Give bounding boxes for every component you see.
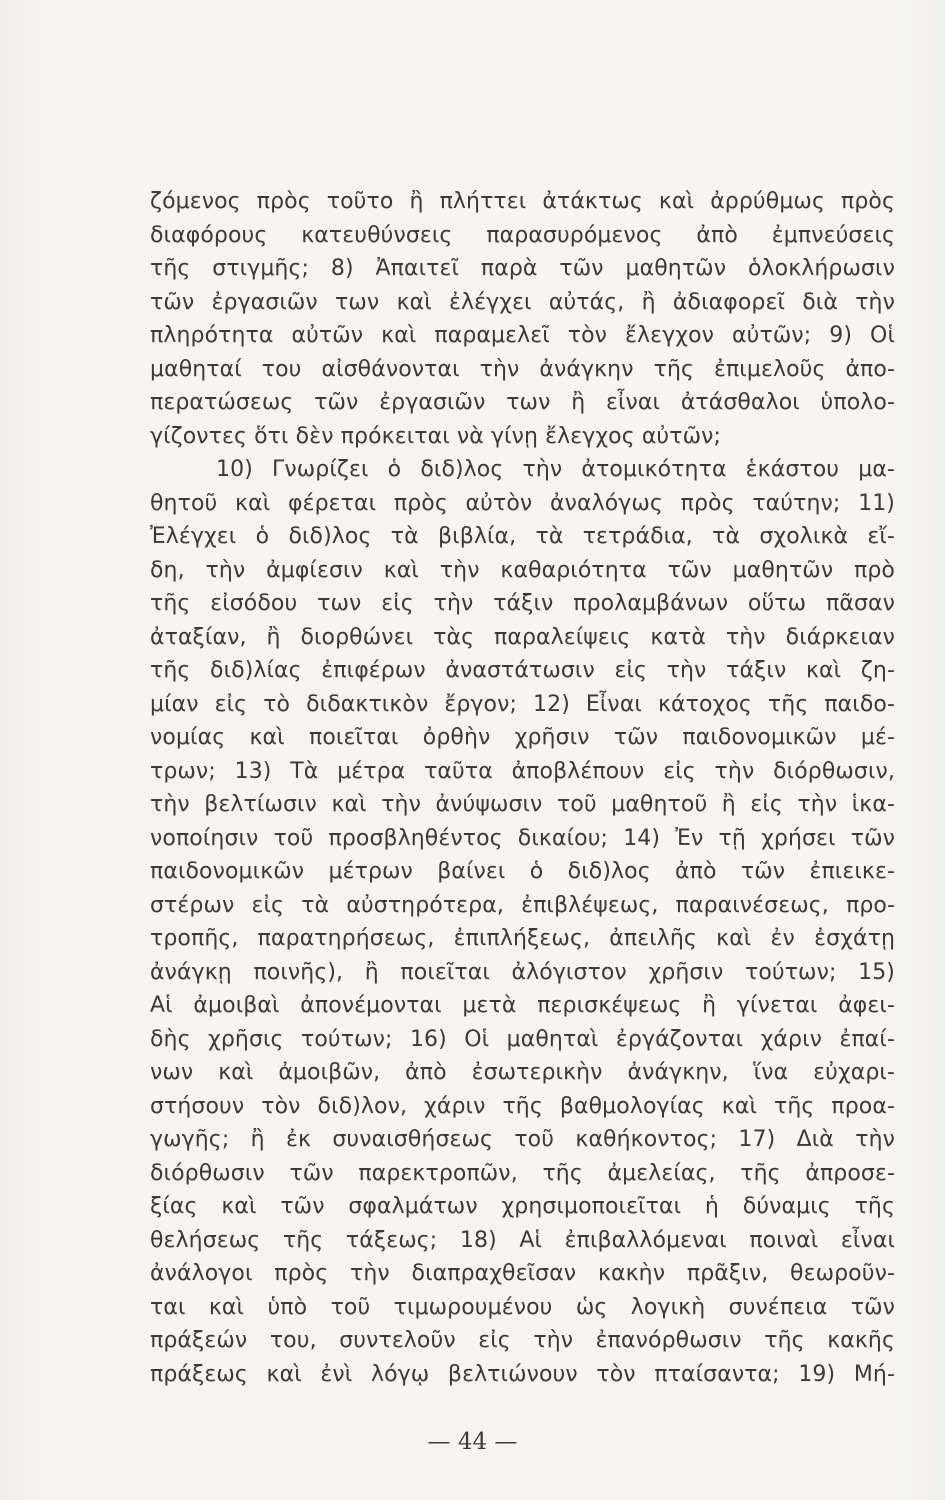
text-line-21: παιδονομικῶν μέτρων βαίνει ὁ διδ)λος ἀπὸ τῶν ἐπιεικε- — [150, 859, 895, 884]
text-line-30: διόρθωσιν τῶν παρεκτροπῶν, τῆς ἀμελείας, τῆς ἀπροσε- — [150, 1160, 895, 1186]
text-line-32: θελήσεως τῆς τάξεως; 18) Αἱ ἐπιβαλλόμεναι ποιναὶ εἶναι — [150, 1227, 895, 1253]
text-line-17: νομίας καὶ ποιεῖται ὀρθὴν χρῆσιν τῶν παιδονομικῶν μέ- — [150, 725, 895, 750]
text-line-36: πράξεως καὶ ἐνὶ λόγῳ βελτιώνουν τὸν πταίσαντα; 19) Μή- — [150, 1361, 895, 1387]
text-line-4: τῶν ἐργασιῶν των καὶ ἐλέγχει αὐτάς, ἢ ἀδιαφορεῖ διὰ τὴν — [150, 289, 895, 315]
text-line-7: περατώσεως τῶν ἐργασιῶν των ἢ εἶναι ἀτάσθαλοι ὑπολο- — [150, 390, 895, 415]
text-line-22: στέρων εἰς τὰ αὐστηρότερα, ἐπιβλέψεως, παραινέσεως, προ- — [150, 892, 895, 918]
text-line-20: νοποίησιν τοῦ προσβληθέντος δικαίου; 14) Ἐν τῇ χρήσει τῶν — [150, 825, 895, 851]
text-line-16: μίαν εἰς τὸ διδακτικὸν ἔργον; 12) Εἶναι κάτοχος τῆς παιδο- — [150, 691, 895, 717]
text-line-14: ἀταξίαν, ἢ διορθώνει τὰς παραλείψεις κατὰ τὴν διάρκειαν — [150, 624, 895, 650]
text-line-31: ξίας καὶ τῶν σφαλμάτων χρησιμοποιεῖται ἡ δύναμις τῆς — [150, 1194, 895, 1219]
text-line-23: τροπῆς, παρατηρήσεως, ἐπιπλήξεως, ἀπειλῆς καὶ ἐν ἐσχάτῃ — [150, 926, 895, 951]
page-number: — 44 — — [427, 1429, 518, 1455]
text-line-28: στήσουν τὸν διδ)λον, χάριν τῆς βαθμολογίας καὶ τῆς προα- — [150, 1093, 895, 1119]
text-line-26: δὴς χρῆσις τούτων; 16) Οἱ μαθηταὶ ἐργάζονται χάριν ἐπαί- — [150, 1026, 895, 1052]
text-line-2: διαφόρους κατευθύνσεις παρασυρόμενος ἀπὸ ἐμπνεύσεις — [150, 222, 895, 248]
text-line-11: Ἐλέγχει ὁ διδ)λος τὰ βιβλία, τὰ τετράδια, τὰ σχολικὰ εἴ- — [150, 524, 895, 549]
text-line-9: 10) Γνωρίζει ὁ διδ)λος τὴν ἀτομικότητα ἑκάστου μα- — [216, 457, 895, 482]
text-line-12: δη, τὴν ἀμφίεσιν καὶ τὴν καθαριότητα τῶν μαθητῶν πρὸ — [150, 557, 895, 583]
text-line-10: θητοῦ καὶ φέρεται πρὸς αὐτὸν ἀναλόγως πρὸς ταύτην; 11) — [150, 490, 895, 516]
text-line-13: τῆς εἰσόδου των εἰς τὴν τάξιν προλαμβάνων οὕτω πᾶσαν — [150, 591, 895, 616]
text-line-15: τῆς διδ)λίας ἐπιφέρων ἀναστάτωσιν εἰς τὴν τάξιν καὶ ζη- — [150, 658, 895, 683]
text-line-29: γωγῆς; ἢ ἐκ συναισθήσεως τοῦ καθήκοντος; 17) Διὰ τὴν — [150, 1127, 895, 1152]
text-line-33: ἀνάλογοι πρὸς τὴν διαπραχθεῖσαν κακὴν πρᾶξιν, θεωροῦν- — [150, 1261, 895, 1286]
text-line-5: πληρότητα αὐτῶν καὶ παραμελεῖ τὸν ἔλεγχον αὐτῶν; 9) Οἱ — [150, 323, 895, 348]
text-line-8: γίζοντες ὅτι δὲν πρόκειται νὰ γίνῃ ἔλεγχος αὐτῶν; — [150, 423, 722, 449]
text-line-18: τρων; 13) Τὰ μέτρα ταῦτα ἀποβλέπουν εἰς τὴν διόρθωσιν, — [150, 758, 895, 784]
text-line-34: ται καὶ ὑπὸ τοῦ τιμωρουμένου ὡς λογικὴ συνέπεια τῶν — [150, 1294, 895, 1320]
text-line-6: μαθηταί του αἰσθάνονται τὴν ἀνάγκην τῆς ἐπιμελοῦς ἀπο- — [150, 356, 895, 382]
text-line-35: πράξεών του, συντελοῦν εἰς τὴν ἐπανόρθωσιν τῆς κακῆς — [150, 1328, 895, 1353]
text-line-19: τὴν βελτίωσιν καὶ τὴν ἀνύψωσιν τοῦ μαθητοῦ ἢ εἰς τὴν ἱκα- — [150, 792, 895, 817]
text-line-3: τῆς στιγμῆς; 8) Ἀπαιτεῖ παρὰ τῶν μαθητῶν ὁλοκλήρωσιν — [150, 256, 895, 281]
text-line-1: ζόμενος πρὸς τοῦτο ἢ πλήττει ἀτάκτως καὶ ἀρρύθμως πρὸς — [150, 189, 895, 214]
text-line-27: νων καὶ ἀμοιβῶν, ἀπὸ ἐσωτερικὴν ἀνάγκην, ἵνα εὐχαρι- — [150, 1060, 895, 1085]
text-line-25: Αἱ ἀμοιβαὶ ἀπονέμονται μετὰ περισκέψεως ἢ γίνεται ἀφει- — [150, 993, 895, 1018]
text-line-24: ἀνάγκῃ ποινῆς), ἢ ποιεῖται ἀλόγιστον χρῆσιν τούτων; 15) — [150, 959, 895, 985]
